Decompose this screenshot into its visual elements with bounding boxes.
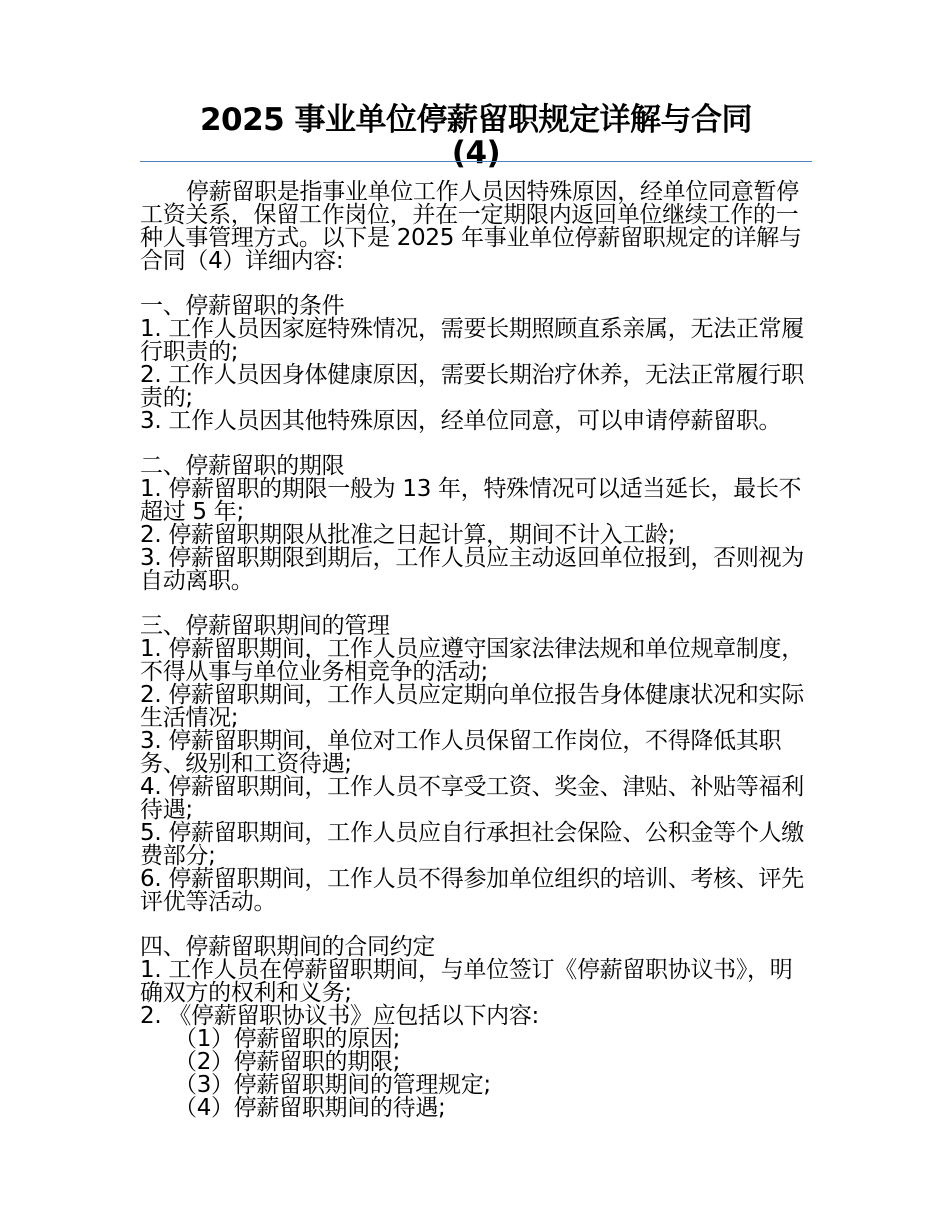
section-3-item: 5. 停薪留职期间，工作人员应自行承担社会保险、公积金等个人缴费部分; <box>140 820 804 869</box>
section-1-heading: 一、停薪留职的条件 <box>140 293 345 319</box>
section-2-item: 2. 停薪留职期限从批准之日起计算，期间不计入工龄; <box>140 522 676 548</box>
section-3-item: 6. 停薪留职期间，工作人员不得参加单位组织的培训、考核、评先评优等活动。 <box>140 866 804 915</box>
spacer <box>140 433 812 455</box>
section-2-item: 3. 停薪留职期限到期后，工作人员应主动返回单位报到，否则视为自动离职。 <box>140 545 804 594</box>
section-1-item: 2. 工作人员因身体健康原因，需要长期治疗休养，无法正常履行职责的; <box>140 362 804 411</box>
section-3-item: 1. 停薪留职期间，工作人员应遵守国家法律法规和单位规章制度，不得从事与单位业务相竞争的活动; <box>140 636 804 685</box>
spacer <box>140 914 812 936</box>
spacer <box>140 593 812 615</box>
section-3-item: 4. 停薪留职期间，工作人员不享受工资、奖金、津贴、补贴等福利待遇; <box>140 774 804 823</box>
section-4-subitem: （2）停薪留职的期限; <box>174 1049 401 1075</box>
spacer <box>140 273 812 295</box>
section-3-item: 3. 停薪留职期间，单位对工作人员保留工作岗位，不得降低其职务、级别和工资待遇; <box>140 728 782 777</box>
section-3-item: 2. 停薪留职期间，工作人员应定期向单位报告身体健康状况和实际生活情况; <box>140 682 804 731</box>
section-4-subitem: （3）停薪留职期间的管理规定; <box>174 1072 491 1098</box>
document-body <box>140 181 812 1120</box>
section-2-heading: 二、停薪留职的期限 <box>140 453 345 479</box>
section-4-heading: 四、停薪留职期间的合同约定 <box>140 934 436 960</box>
title-line-1: 2025 事业单位停薪留职规定详解与合同 <box>199 102 753 138</box>
section-1-item: 3. 工作人员因其他特殊原因，经单位同意，可以申请停薪留职。 <box>140 408 782 434</box>
section-4-item: 1. 工作人员在停薪留职期间，与单位签订《停薪留职协议书》，明确双方的权利和义务; <box>140 957 793 1006</box>
section-3-heading: 三、停薪留职期间的管理 <box>140 613 390 639</box>
section-4-item: 2. 《停薪留职协议书》应包括以下内容: <box>140 1003 540 1029</box>
section-1-item: 1. 工作人员因家庭特殊情况，需要长期照顾直系亲属，无法正常履行职责的; <box>140 316 804 365</box>
section-2-item: 1. 停薪留职的期限一般为 13 年，特殊情况可以适当延长，最长不超过 5 年; <box>140 476 802 525</box>
intro-paragraph: 停薪留职是指事业单位工作人员因特殊原因，经单位同意暂停工资关系，保留工作岗位，并在一定期限内返回单位继续工作的一种人事管理方式。以下是 2025 年事业单位停薪留职规定的详解与合同（4）详细内容: <box>140 179 802 274</box>
section-4-subitem: （4）停薪留职期间的待遇; <box>174 1095 446 1121</box>
title-underline <box>140 161 812 162</box>
section-4-subitem: （1）停薪留职的原因; <box>174 1026 401 1052</box>
title-line-2: (4) <box>451 135 501 171</box>
